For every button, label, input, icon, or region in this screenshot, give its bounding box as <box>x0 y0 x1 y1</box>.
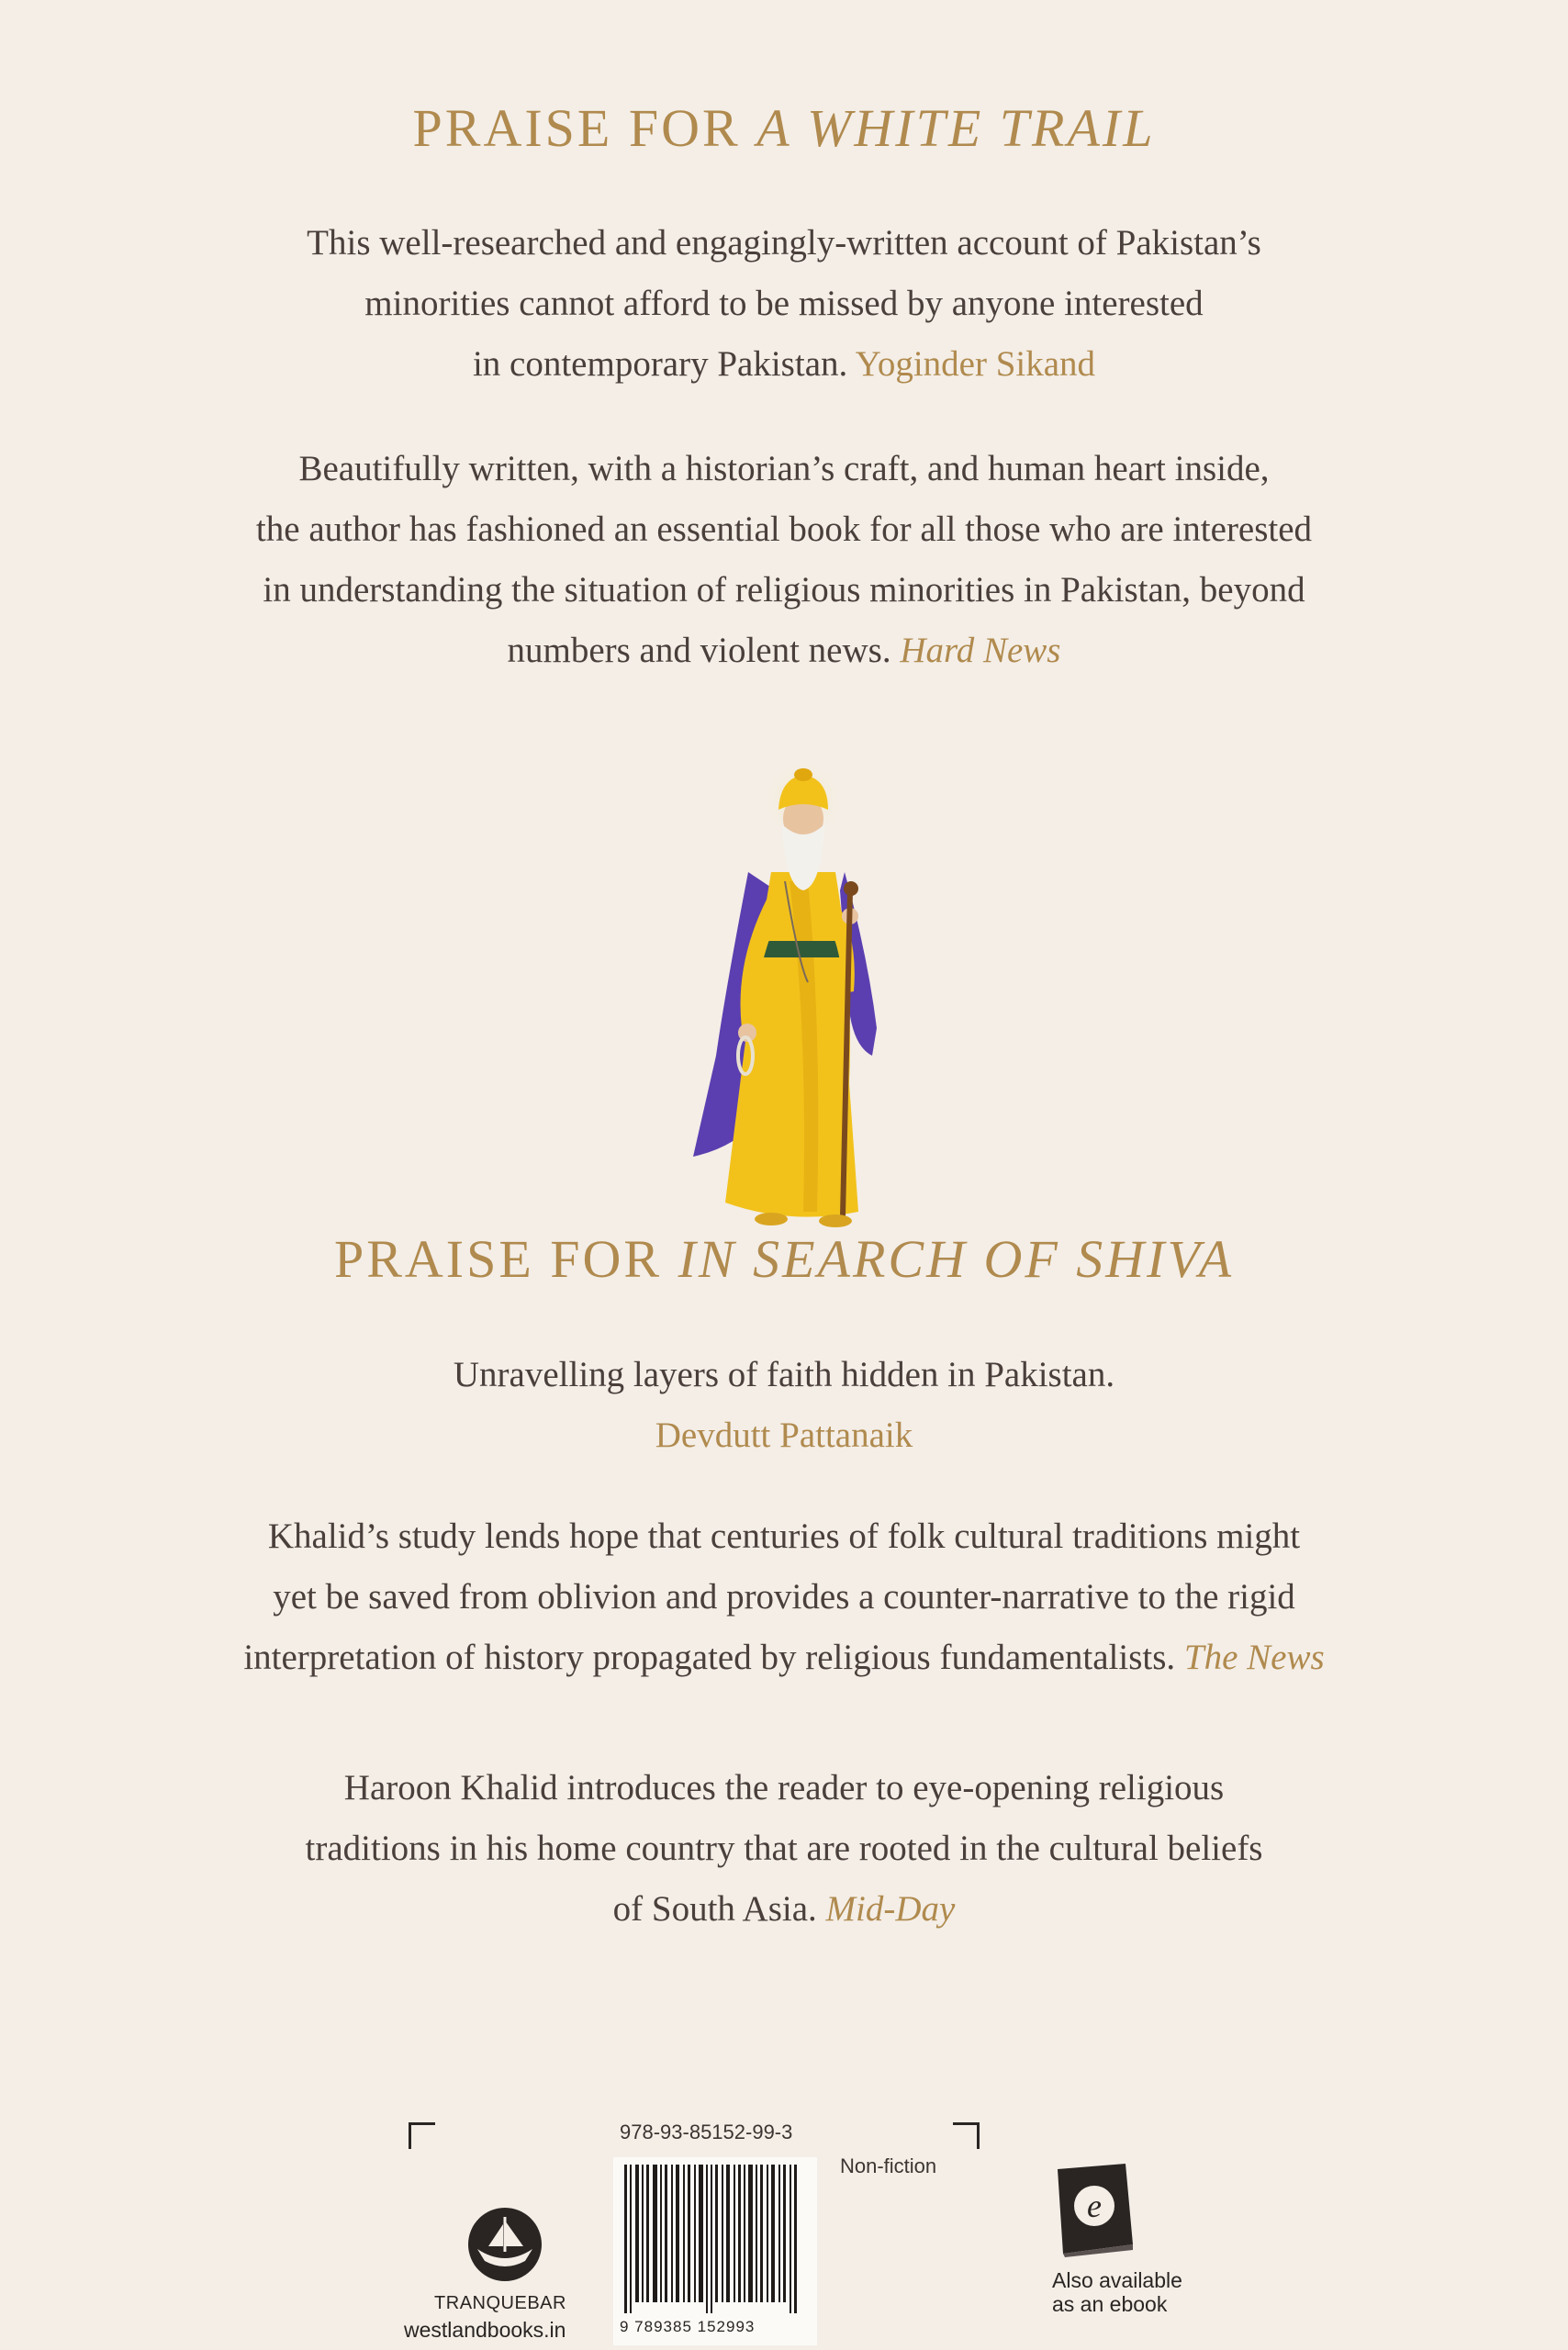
quote-line: in understanding the situation of religious minorities in Pakistan, beyond <box>263 570 1305 610</box>
quote-line: in contemporary Pakistan. <box>472 344 848 384</box>
ebook-line-2: as an ebook <box>1052 2292 1168 2316</box>
crop-corner-top-right <box>953 2122 980 2149</box>
quote-source: Yoginder Sikand <box>855 344 1096 384</box>
publisher-name: TRANQUEBAR <box>434 2293 566 2313</box>
svg-text:e: e <box>1087 2188 1102 2224</box>
genre-label: Non-fiction <box>840 2154 937 2177</box>
quote-line: numbers and violent news. <box>507 631 891 670</box>
quote-source: Mid-Day <box>825 1889 956 1929</box>
heading-prefix: PRAISE FOR <box>333 1229 678 1289</box>
heading-book-title: IN SEARCH OF SHIVA <box>678 1229 1235 1289</box>
praise-heading-white-trail <box>0 97 1568 159</box>
quote-line: Unravelling layers of faith hidden in Pakistan. <box>453 1355 1115 1394</box>
ebook-availability <box>1052 2268 1182 2316</box>
tranquebar-ship-logo <box>459 2199 551 2290</box>
quote-line: minorities cannot afford to be missed by anyone interested <box>364 284 1204 323</box>
review-quote-5 <box>129 1758 1439 1940</box>
heading-book-title: A WHITE TRAIL <box>756 98 1156 158</box>
quote-line: yet be saved from oblivion and provides a counter-narrative to the rigid <box>273 1577 1295 1617</box>
quote-source: Devdutt Pattanaik <box>655 1416 913 1455</box>
quote-line: Khalid’s study lends hope that centuries of folk cultural traditions might <box>267 1516 1301 1556</box>
barcode-digits: 9 789385 152993 <box>620 2318 756 2335</box>
review-quote-4 <box>129 1506 1439 1688</box>
review-quote-2 <box>129 439 1439 681</box>
crop-corner-top-left <box>409 2122 435 2149</box>
quote-source: Hard News <box>900 631 1061 670</box>
quote-source: The News <box>1183 1638 1325 1677</box>
ebook-line-1: Also available <box>1052 2268 1182 2292</box>
quote-line: Haroon Khalid introduces the reader to eye-opening religious <box>343 1768 1225 1807</box>
isbn-number: 978-93-85152-99-3 <box>620 2121 793 2143</box>
review-quote-3 <box>129 1345 1439 1466</box>
quote-line: interpretation of history propagated by religious fundamentalists. <box>243 1638 1176 1677</box>
quote-line: Beautifully written, with a historian’s craft, and human heart inside, <box>298 449 1270 488</box>
quote-line: traditions in his home country that are rooted in the cultural beliefs <box>305 1829 1263 1868</box>
quote-line: This well-researched and engagingly-written account of Pakistan’s <box>307 223 1261 263</box>
praise-heading-search-of-shiva <box>0 1228 1568 1290</box>
heading-prefix: PRAISE FOR <box>412 98 757 158</box>
quote-line: the author has fashioned an essential book for all those who are interested <box>255 509 1313 549</box>
review-quote-1 <box>129 213 1439 395</box>
ebook-icon <box>1054 2162 1137 2258</box>
guru-illustration <box>670 753 918 1248</box>
barcode-bars <box>613 2157 817 2313</box>
quote-line: of South Asia. <box>612 1889 817 1929</box>
publisher-website: westlandbooks.in <box>404 2318 566 2342</box>
